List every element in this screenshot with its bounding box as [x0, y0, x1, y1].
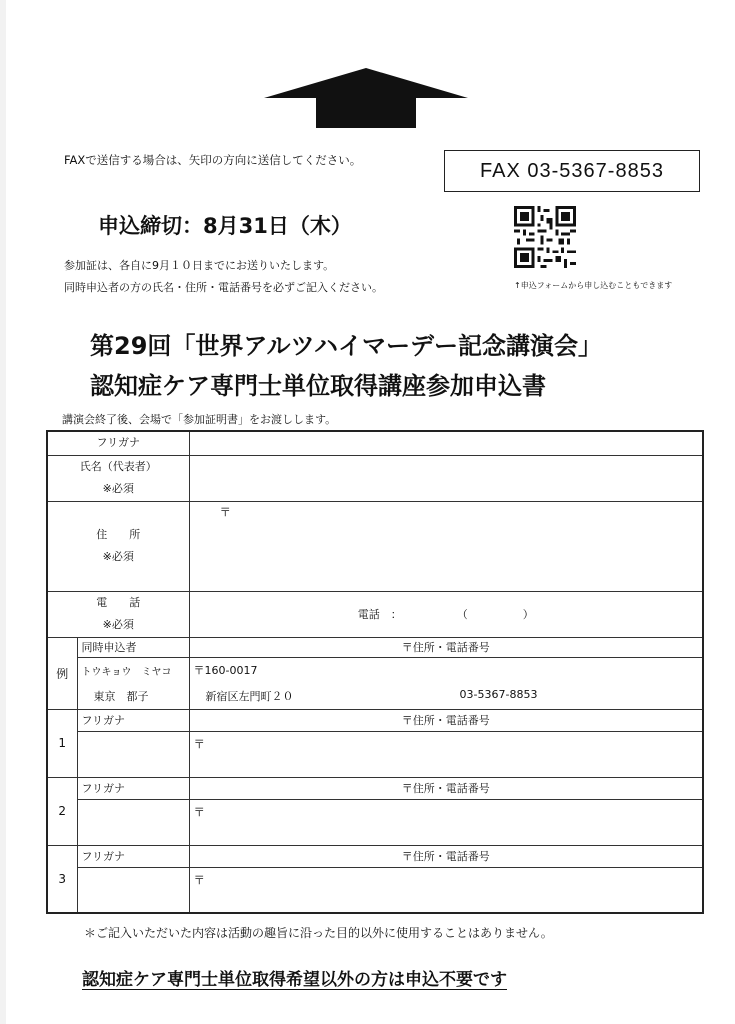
companion-3-row [47, 867, 703, 913]
companion-1-row [47, 731, 703, 777]
companion-2-address-phone-header: 〒住所・電話番号 [189, 777, 703, 799]
form-title-line1: 第29回「世界アルツハイマーデー記念講演会」 [90, 332, 602, 360]
application-form-page [6, 0, 735, 1024]
companion-header: 同時申込者 [77, 637, 189, 657]
deadline: 申込締切：8月31日（木） [98, 214, 352, 238]
form-title-line2: 認知症ケア専門士単位取得講座参加申込書 [90, 372, 546, 400]
example-address: 新宿区左門町２０ [205, 689, 294, 703]
example-marker: 例 [47, 637, 77, 709]
companion-3-address-field[interactable] [189, 867, 703, 913]
companion-2-header-row [47, 777, 703, 799]
phone-required: ※必須 [102, 618, 134, 631]
certificate-mail-note: 参加証は、各自に9月１０日までにお送りいたします。 [64, 259, 335, 272]
companion-1-address-field[interactable] [189, 731, 703, 777]
qr-code-icon[interactable] [514, 206, 576, 268]
footer-note: 認知症ケア専門士単位取得希望以外の方は申込不要です [82, 970, 507, 990]
companion-3-number: 3 [47, 845, 77, 913]
name-required: ※必須 [102, 482, 134, 495]
name-row [47, 455, 703, 501]
companion-1-header-row [47, 709, 703, 731]
companion-3-address-phone-header: 〒住所・電話番号 [189, 845, 703, 867]
example-address-cell [189, 683, 703, 709]
companion-1-postal-mark: 〒 [193, 736, 206, 751]
companion-1-number: 1 [47, 709, 77, 777]
companion-3-name-field[interactable] [77, 867, 189, 913]
companion-2-row [47, 799, 703, 845]
name-label: 氏名（代表者） [79, 460, 157, 473]
companion-2-address-field[interactable] [189, 799, 703, 845]
phone-label-cell [47, 591, 189, 637]
up-arrow-icon [264, 68, 468, 128]
fax-number-box: FAX 03-5367-8853 [444, 150, 700, 192]
furigana-label: フリガナ [47, 431, 189, 455]
companion-2-number: 2 [47, 777, 77, 845]
phone-field[interactable]: 電話 ： （ ） [189, 591, 703, 637]
companion-3-header-row [47, 845, 703, 867]
example-postal: 〒160-0017 [189, 657, 703, 683]
example-row-1 [47, 657, 703, 683]
name-field[interactable] [189, 455, 703, 501]
companion-1-name-field[interactable] [77, 731, 189, 777]
address-required: ※必須 [102, 550, 134, 563]
companion-1-address-phone-header: 〒住所・電話番号 [189, 709, 703, 731]
example-phone: 03-5367-8853 [459, 688, 538, 701]
privacy-note: ＊ご記入いただいた内容は活動の趣旨に沿った目的以外に使用することはありません。 [84, 926, 553, 940]
address-field[interactable] [189, 501, 703, 591]
example-furigana: トウキョウ ミヤコ [77, 657, 189, 683]
phone-row [47, 591, 703, 637]
address-row [47, 501, 703, 591]
phone-label: 電 話 [96, 596, 141, 609]
application-table [46, 430, 704, 914]
fax-instruction: FAXで送信する場合は、矢印の方向に送信してください。 [64, 153, 362, 167]
companion-1-furigana-label: フリガナ [77, 709, 189, 731]
qr-note: ↑申込フォームから申し込むこともできます [514, 281, 673, 290]
companion-info-note: 同時申込者の方の氏名・住所・電話番号を必ずご記入ください。 [64, 281, 383, 294]
postal-mark: 〒 [219, 504, 232, 519]
companion-2-postal-mark: 〒 [193, 804, 206, 819]
furigana-field[interactable] [189, 431, 703, 455]
example-header-row [47, 637, 703, 657]
example-name: 東京 都子 [77, 683, 189, 709]
companion-3-furigana-label: フリガナ [77, 845, 189, 867]
address-label: 住 所 [96, 528, 141, 541]
furigana-row [47, 431, 703, 455]
companion-2-furigana-label: フリガナ [77, 777, 189, 799]
name-label-cell [47, 455, 189, 501]
certificate-note: 講演会終了後、会場で「参加証明書」をお渡しします。 [62, 413, 337, 426]
companion-3-postal-mark: 〒 [193, 872, 206, 887]
example-row-2 [47, 683, 703, 709]
companion-2-name-field[interactable] [77, 799, 189, 845]
address-phone-header: 〒住所・電話番号 [189, 637, 703, 657]
address-label-cell [47, 501, 189, 591]
